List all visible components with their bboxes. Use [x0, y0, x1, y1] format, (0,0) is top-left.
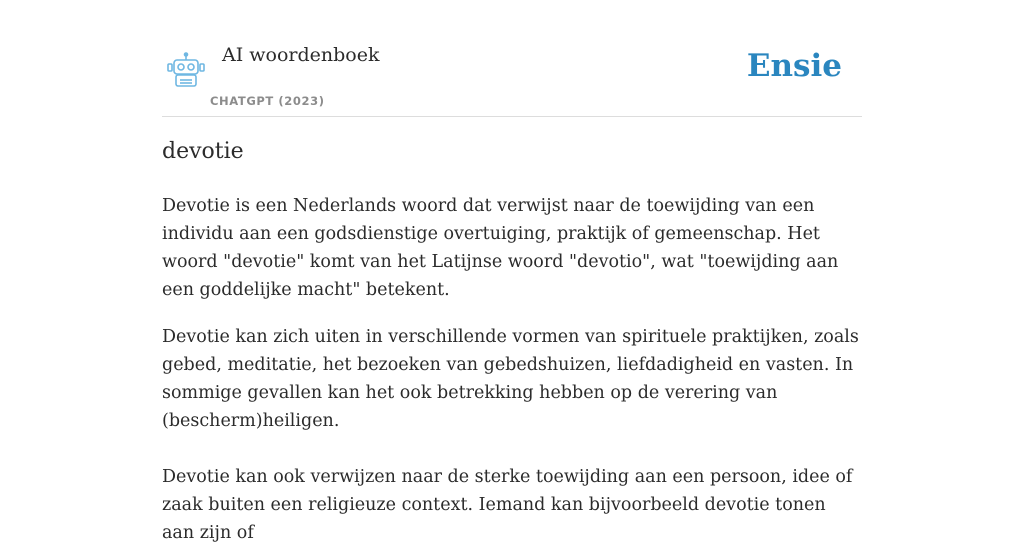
definition-paragraph-2: Devotie kan zich uiten in verschillende vormen van spirituele praktijken, zoals gebed, meditatie, het bezoeken van gebedshuizen, liefdadigheid en vasten. In sommige gevallen kan het ook betrekking hebben op de verering van (bescherm)heiligen.: [162, 327, 859, 431]
page-container: [162, 0, 862, 543]
robot-icon: [166, 52, 206, 88]
source-label: CHATGPT (2023): [210, 94, 325, 108]
entry-word: devotie: [162, 139, 244, 164]
definition-paragraph-3: Devotie kan ook verwijzen naar de sterke toewijding aan een persoon, idee of zaak buiten een religieuze context. Iemand kan bijvoorbeeld devotie tonen aan zijn of: [162, 467, 853, 543]
brand-logo[interactable]: Ensie: [746, 48, 842, 84]
definition-paragraph-1: Devotie is een Nederlands woord dat verwijst naar de toewijding van een individu aan een godsdienstige overtuiging, praktijk of gemeenschap. Het woord "devotie" komt van het Latijnse woord "devotio", wat "toewijding aan een goddelijke macht" betekent.: [162, 196, 839, 300]
dictionary-title[interactable]: AI woordenboek: [222, 44, 380, 66]
header: [162, 0, 862, 117]
